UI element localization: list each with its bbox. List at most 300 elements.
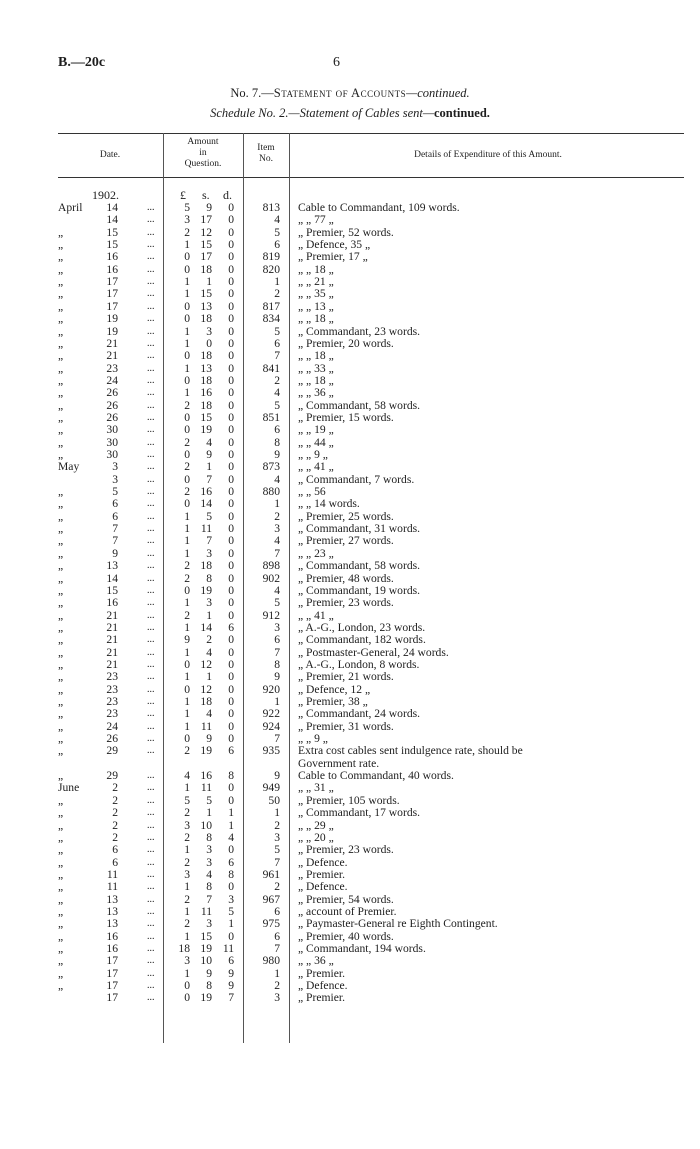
leader-dots: ... xyxy=(147,831,155,843)
row-pounds: 1 xyxy=(184,522,190,536)
table-row xyxy=(0,955,700,967)
row-item-no: 851 xyxy=(262,410,280,424)
table-row xyxy=(0,597,700,609)
leader-dots: ... xyxy=(147,202,155,213)
row-day: 9 xyxy=(112,546,118,560)
leader-dots: ... xyxy=(147,819,155,831)
table-row xyxy=(0,634,700,646)
row-pounds: 1 xyxy=(184,336,190,350)
row-details: „ Premier, 40 words. xyxy=(298,929,394,943)
row-month: „ xyxy=(58,929,64,943)
row-item-no: 2 xyxy=(274,509,280,523)
row-pence: 6 xyxy=(228,744,234,758)
row-shillings: 18 xyxy=(200,695,212,708)
row-pounds: 2 xyxy=(184,830,190,844)
row-details: „ Commandant, 24 words. xyxy=(298,707,421,721)
row-details: „ Defence, 12 „ xyxy=(298,682,371,696)
row-shillings: 15 xyxy=(200,410,212,424)
row-item-no: 7 xyxy=(274,546,280,560)
row-month: „ xyxy=(58,571,64,585)
row-month: „ xyxy=(58,855,64,869)
row-shillings: 3 xyxy=(206,917,212,931)
row-shillings: 19 xyxy=(200,583,212,597)
row-pounds: 2 xyxy=(184,435,190,449)
row-month: „ xyxy=(58,954,64,968)
leader-dots: ... xyxy=(147,708,155,720)
row-pence: 0 xyxy=(228,213,234,227)
row-item-no: 898 xyxy=(262,559,280,573)
row-details: „ Premier, 48 words. xyxy=(298,571,394,585)
row-shillings: 5 xyxy=(206,793,212,807)
leader-dots: ... xyxy=(147,770,155,782)
row-item-no: 8 xyxy=(274,657,280,671)
row-pounds: 1 xyxy=(184,670,190,684)
row-pence: 0 xyxy=(228,571,234,585)
row-shillings: 12 xyxy=(200,657,212,671)
row-day: 24 xyxy=(106,719,118,733)
row-item-no: 912 xyxy=(262,608,280,622)
row-pence: 0 xyxy=(228,608,234,622)
leader-dots: ... xyxy=(147,967,155,979)
row-day: 13 xyxy=(106,559,118,573)
row-month: May xyxy=(58,460,80,474)
row-pounds: 0 xyxy=(184,312,190,326)
row-day: 15 xyxy=(106,238,118,252)
row-day: 3 xyxy=(112,472,118,486)
row-pounds: 5 xyxy=(184,201,190,214)
leader-dots: ... xyxy=(147,881,155,893)
leader-dots: ... xyxy=(147,560,155,572)
row-day: 23 xyxy=(106,695,118,708)
row-pounds: 2 xyxy=(184,571,190,585)
row-shillings: 18 xyxy=(200,262,212,276)
row-shillings: 11 xyxy=(200,719,212,733)
row-shillings: 16 xyxy=(200,769,212,783)
leader-dots: ... xyxy=(147,658,155,670)
row-day: 26 xyxy=(106,386,118,400)
row-details: „ „ 56 xyxy=(298,485,326,499)
row-pounds: 3 xyxy=(184,818,190,832)
leader-dots: ... xyxy=(147,374,155,386)
row-details: „ Premier, 25 words. xyxy=(298,509,394,523)
row-details: „ Premier, 105 words. xyxy=(298,793,400,807)
row-month: „ xyxy=(58,238,64,252)
table-row xyxy=(0,745,700,757)
row-details: „ Premier. xyxy=(298,991,346,1005)
row-details: „ Premier, 21 words. xyxy=(298,670,394,684)
row-day: 17 xyxy=(106,979,118,993)
row-shillings: 13 xyxy=(200,361,212,375)
row-shillings: 11 xyxy=(200,781,212,795)
row-day: 16 xyxy=(106,929,118,943)
row-details: „ Defence. xyxy=(298,880,348,894)
row-pounds: 1 xyxy=(184,287,190,301)
row-shillings: 12 xyxy=(200,682,212,696)
row-day: 29 xyxy=(106,744,118,758)
row-day: 21 xyxy=(106,608,118,622)
leader-dots: ... xyxy=(147,424,155,436)
leader-dots: ... xyxy=(147,547,155,559)
row-month: „ xyxy=(58,880,64,894)
table-row xyxy=(0,535,700,547)
row-day: 14 xyxy=(106,213,118,227)
row-item-no: 935 xyxy=(262,744,280,758)
row-details: Cable to Commandant, 109 words. xyxy=(298,201,460,214)
row-pounds: 2 xyxy=(184,460,190,474)
row-day: 6 xyxy=(112,855,118,869)
row-day: 30 xyxy=(106,423,118,437)
row-month: „ xyxy=(58,435,64,449)
row-month: „ xyxy=(58,793,64,807)
row-shillings: 7 xyxy=(206,534,212,548)
row-pounds: 2 xyxy=(184,744,190,758)
row-pence: 0 xyxy=(228,559,234,573)
row-shillings: 16 xyxy=(200,386,212,400)
row-month: „ xyxy=(58,423,64,437)
row-month: „ xyxy=(58,361,64,375)
row-details: „ Commandant, 17 words. xyxy=(298,806,421,820)
row-day: 16 xyxy=(106,942,118,955)
table-row xyxy=(0,375,700,387)
leader-dots: ... xyxy=(147,782,155,794)
title-suffix: —continued. xyxy=(406,86,470,100)
row-shillings: 18 xyxy=(200,398,212,412)
leader-dots: ... xyxy=(147,696,155,707)
row-shillings: 8 xyxy=(206,880,212,894)
row-day: 21 xyxy=(106,620,118,634)
row-item-no: 7 xyxy=(274,732,280,746)
row-details: „ Premier, 54 words. xyxy=(298,892,394,906)
row-month: „ xyxy=(58,299,64,313)
row-details: „ Premier. xyxy=(298,966,346,980)
row-pence: 0 xyxy=(228,522,234,536)
row-pence: 0 xyxy=(228,410,234,424)
row-details: „ „ 33 „ xyxy=(298,361,334,375)
row-item-no: 949 xyxy=(262,781,280,795)
row-item-no: 2 xyxy=(274,979,280,993)
row-pence: 0 xyxy=(228,485,234,499)
header-amount-line-2: in xyxy=(199,148,207,158)
row-item-no: 6 xyxy=(274,929,280,943)
row-details: „ Premier, 38 „ xyxy=(298,695,368,708)
row-pounds: 0 xyxy=(184,472,190,486)
row-item-no: 6 xyxy=(274,633,280,647)
leader-dots: ... xyxy=(147,300,155,312)
row-item-no: 9 xyxy=(274,769,280,783)
row-pounds: 1 xyxy=(184,361,190,375)
table-row xyxy=(0,708,700,720)
row-item-no: 3 xyxy=(274,522,280,536)
leader-dots: ... xyxy=(147,411,155,423)
row-item-no: 9 xyxy=(274,670,280,684)
row-details: „ „ 35 „ xyxy=(298,287,334,301)
header-pounds: £ xyxy=(180,188,186,202)
row-details: „ Commandant, 19 words. xyxy=(298,583,421,597)
leader-dots: ... xyxy=(147,943,155,954)
subtitle-end: continued. xyxy=(434,106,490,120)
row-shillings: 12 xyxy=(200,225,212,239)
row-month: „ xyxy=(58,373,64,387)
row-pence: 0 xyxy=(228,472,234,486)
row-pounds: 0 xyxy=(184,373,190,387)
row-day: 13 xyxy=(106,892,118,906)
row-shillings: 18 xyxy=(200,349,212,363)
row-day: 21 xyxy=(106,633,118,647)
report-reference: B.—20c xyxy=(58,55,106,70)
row-pence: 0 xyxy=(228,460,234,474)
leader-dots: ... xyxy=(147,251,155,263)
leader-dots: ... xyxy=(147,733,155,745)
row-month: „ xyxy=(58,398,64,412)
row-details: „ Premier, 23 words. xyxy=(298,843,394,857)
table-row xyxy=(0,363,700,375)
row-item-no: 4 xyxy=(274,472,280,486)
row-details: „ „ 36 „ xyxy=(298,954,334,968)
row-month: „ xyxy=(58,818,64,832)
row-month: „ xyxy=(58,349,64,363)
row-shillings: 9 xyxy=(206,201,212,214)
row-details: „ Premier, 23 words. xyxy=(298,596,394,610)
row-month: „ xyxy=(58,250,64,264)
table-row xyxy=(0,350,700,362)
row-month: „ xyxy=(58,262,64,276)
table-row xyxy=(0,449,700,461)
row-details: Cable to Commandant, 40 words. xyxy=(298,769,454,783)
row-pence: 0 xyxy=(228,497,234,511)
header-item-line-2: No. xyxy=(259,154,273,164)
row-item-no: 9 xyxy=(274,448,280,461)
row-shillings: 18 xyxy=(200,373,212,387)
row-pounds: 1 xyxy=(184,509,190,523)
row-details: „ „ 29 „ xyxy=(298,818,334,832)
row-day: 14 xyxy=(106,571,118,585)
row-pence: 0 xyxy=(228,534,234,548)
table-row xyxy=(0,387,700,399)
row-shillings: 8 xyxy=(206,830,212,844)
row-month: „ xyxy=(58,559,64,573)
row-item-no: 880 xyxy=(262,485,280,499)
row-day: 2 xyxy=(112,830,118,844)
row-pence: 1 xyxy=(228,806,234,820)
row-shillings: 9 xyxy=(206,732,212,746)
row-pence: 0 xyxy=(228,695,234,708)
row-details: „ Premier, 31 words. xyxy=(298,719,394,733)
row-pence: 0 xyxy=(228,781,234,795)
row-pence: 0 xyxy=(228,312,234,326)
leader-dots: ... xyxy=(147,461,155,473)
row-shillings: 0 xyxy=(206,336,212,350)
row-month: „ xyxy=(58,546,64,560)
row-details: „ Commandant, 58 words. xyxy=(298,559,421,573)
row-details: Government rate. xyxy=(298,756,380,770)
header-details: Details of Expenditure of this Amount. xyxy=(414,150,562,160)
row-pence: 0 xyxy=(228,843,234,857)
leader-dots: ... xyxy=(147,226,155,238)
row-pence: 6 xyxy=(228,954,234,968)
row-item-no: 7 xyxy=(274,855,280,869)
row-item-no: 834 xyxy=(262,312,280,326)
row-month: „ xyxy=(58,843,64,857)
row-pence: 11 xyxy=(222,942,234,955)
row-month: „ xyxy=(58,312,64,326)
row-shillings: 13 xyxy=(200,299,212,313)
leader-dots: ... xyxy=(147,449,155,460)
row-day: 17 xyxy=(106,954,118,968)
leader-dots: ... xyxy=(147,992,155,1004)
row-pounds: 18 xyxy=(178,942,190,955)
leader-dots: ... xyxy=(147,634,155,646)
row-shillings: 11 xyxy=(200,522,212,536)
row-month: „ xyxy=(58,867,64,881)
table-row xyxy=(0,498,700,510)
row-shillings: 4 xyxy=(206,645,212,659)
row-shillings: 4 xyxy=(206,707,212,721)
row-shillings: 14 xyxy=(200,620,212,634)
title-caps: Statement of Accounts xyxy=(273,86,407,100)
row-pence: 8 xyxy=(228,769,234,783)
row-month: „ xyxy=(58,324,64,338)
leader-dots: ... xyxy=(147,671,155,683)
leader-dots: ... xyxy=(147,584,155,596)
row-pounds: 0 xyxy=(184,299,190,313)
table-row xyxy=(0,573,700,585)
row-pounds: 1 xyxy=(184,904,190,918)
row-pence: 0 xyxy=(228,250,234,264)
header-top-rule xyxy=(58,133,684,134)
row-item-no: 5 xyxy=(274,843,280,857)
row-pounds: 1 xyxy=(184,707,190,721)
leader-dots: ... xyxy=(147,646,155,658)
row-item-no: 841 xyxy=(262,361,280,375)
row-pounds: 3 xyxy=(184,867,190,881)
row-day: 16 xyxy=(106,596,118,610)
row-pounds: 2 xyxy=(184,398,190,412)
row-item-no: 817 xyxy=(262,299,280,313)
leader-dots: ... xyxy=(147,745,155,757)
row-month: „ xyxy=(58,732,64,746)
row-details: „ Paymaster-General re Eighth Contingent. xyxy=(298,917,498,931)
year-label: 1902. xyxy=(92,188,119,202)
row-details: „ Commandant, 7 words. xyxy=(298,472,415,486)
row-pounds: 1 xyxy=(184,596,190,610)
row-item-no: 813 xyxy=(262,201,280,214)
row-pounds: 2 xyxy=(184,225,190,239)
row-shillings: 3 xyxy=(206,324,212,338)
row-details: „ Premier, 20 words. xyxy=(298,336,394,350)
row-month: „ xyxy=(58,509,64,523)
row-pounds: 2 xyxy=(184,608,190,622)
row-pounds: 0 xyxy=(184,349,190,363)
leader-dots: ... xyxy=(147,263,155,275)
row-day: 23 xyxy=(106,361,118,375)
row-details: „ account of Premier. xyxy=(298,904,397,918)
row-month: „ xyxy=(58,485,64,499)
row-item-no: 902 xyxy=(262,571,280,585)
row-item-no: 3 xyxy=(274,620,280,634)
row-details: „ Defence, 35 „ xyxy=(298,238,371,252)
row-month: „ xyxy=(58,225,64,239)
table-row xyxy=(0,881,700,893)
row-month: „ xyxy=(58,892,64,906)
row-details: „ Commandant, 23 words. xyxy=(298,324,421,338)
row-day: 2 xyxy=(112,793,118,807)
row-day: 15 xyxy=(106,225,118,239)
row-item-no: 1 xyxy=(274,695,280,708)
row-day: 2 xyxy=(112,781,118,795)
row-item-no: 4 xyxy=(274,386,280,400)
row-shillings: 1 xyxy=(206,670,212,684)
row-pounds: 2 xyxy=(184,559,190,573)
leader-dots: ... xyxy=(147,893,155,905)
table-row xyxy=(0,214,700,226)
row-item-no: 6 xyxy=(274,423,280,437)
row-item-no: 924 xyxy=(262,719,280,733)
row-day: 6 xyxy=(112,509,118,523)
table-row xyxy=(0,980,700,992)
row-details: „ „ 18 „ xyxy=(298,373,334,387)
row-shillings: 15 xyxy=(200,238,212,252)
table-row xyxy=(0,869,700,881)
row-day: 21 xyxy=(106,657,118,671)
row-month: „ xyxy=(58,719,64,733)
row-day: 15 xyxy=(106,583,118,597)
row-shillings: 16 xyxy=(200,485,212,499)
leader-dots: ... xyxy=(147,683,155,695)
row-pence: 9 xyxy=(228,979,234,993)
row-month: „ xyxy=(58,769,64,783)
row-pence: 0 xyxy=(228,336,234,350)
row-shillings: 4 xyxy=(206,435,212,449)
table-row xyxy=(0,276,700,288)
row-day: 16 xyxy=(106,262,118,276)
row-details: „ Premier, 27 words. xyxy=(298,534,394,548)
row-day: 17 xyxy=(106,287,118,301)
table-row xyxy=(0,844,700,856)
row-shillings: 3 xyxy=(206,546,212,560)
table-row xyxy=(0,610,700,622)
row-item-no: 6 xyxy=(274,336,280,350)
row-month: „ xyxy=(58,806,64,820)
row-pence: 0 xyxy=(228,262,234,276)
row-details: „ „ 19 „ xyxy=(298,423,334,437)
leader-dots: ... xyxy=(147,856,155,868)
row-pence: 4 xyxy=(228,830,234,844)
row-pounds: 0 xyxy=(184,423,190,437)
row-shillings: 8 xyxy=(206,571,212,585)
row-day: 17 xyxy=(106,991,118,1005)
row-month: „ xyxy=(58,744,64,758)
row-shillings: 11 xyxy=(200,904,212,918)
row-day: 13 xyxy=(106,917,118,931)
row-day: 26 xyxy=(106,398,118,412)
leader-dots: ... xyxy=(147,955,155,967)
row-shillings: 10 xyxy=(200,818,212,832)
row-month: „ xyxy=(58,695,64,708)
row-month: „ xyxy=(58,522,64,536)
row-month: „ xyxy=(58,497,64,511)
row-shillings: 18 xyxy=(200,312,212,326)
row-item-no: 7 xyxy=(274,645,280,659)
table-row xyxy=(0,412,700,424)
row-item-no: 1 xyxy=(274,275,280,289)
row-shillings: 17 xyxy=(200,250,212,264)
leader-dots: ... xyxy=(147,399,155,411)
row-item-no: 5 xyxy=(274,398,280,412)
row-day: 7 xyxy=(112,534,118,548)
row-item-no: 980 xyxy=(262,954,280,968)
row-pounds: 1 xyxy=(184,880,190,894)
row-pence: 0 xyxy=(228,324,234,338)
